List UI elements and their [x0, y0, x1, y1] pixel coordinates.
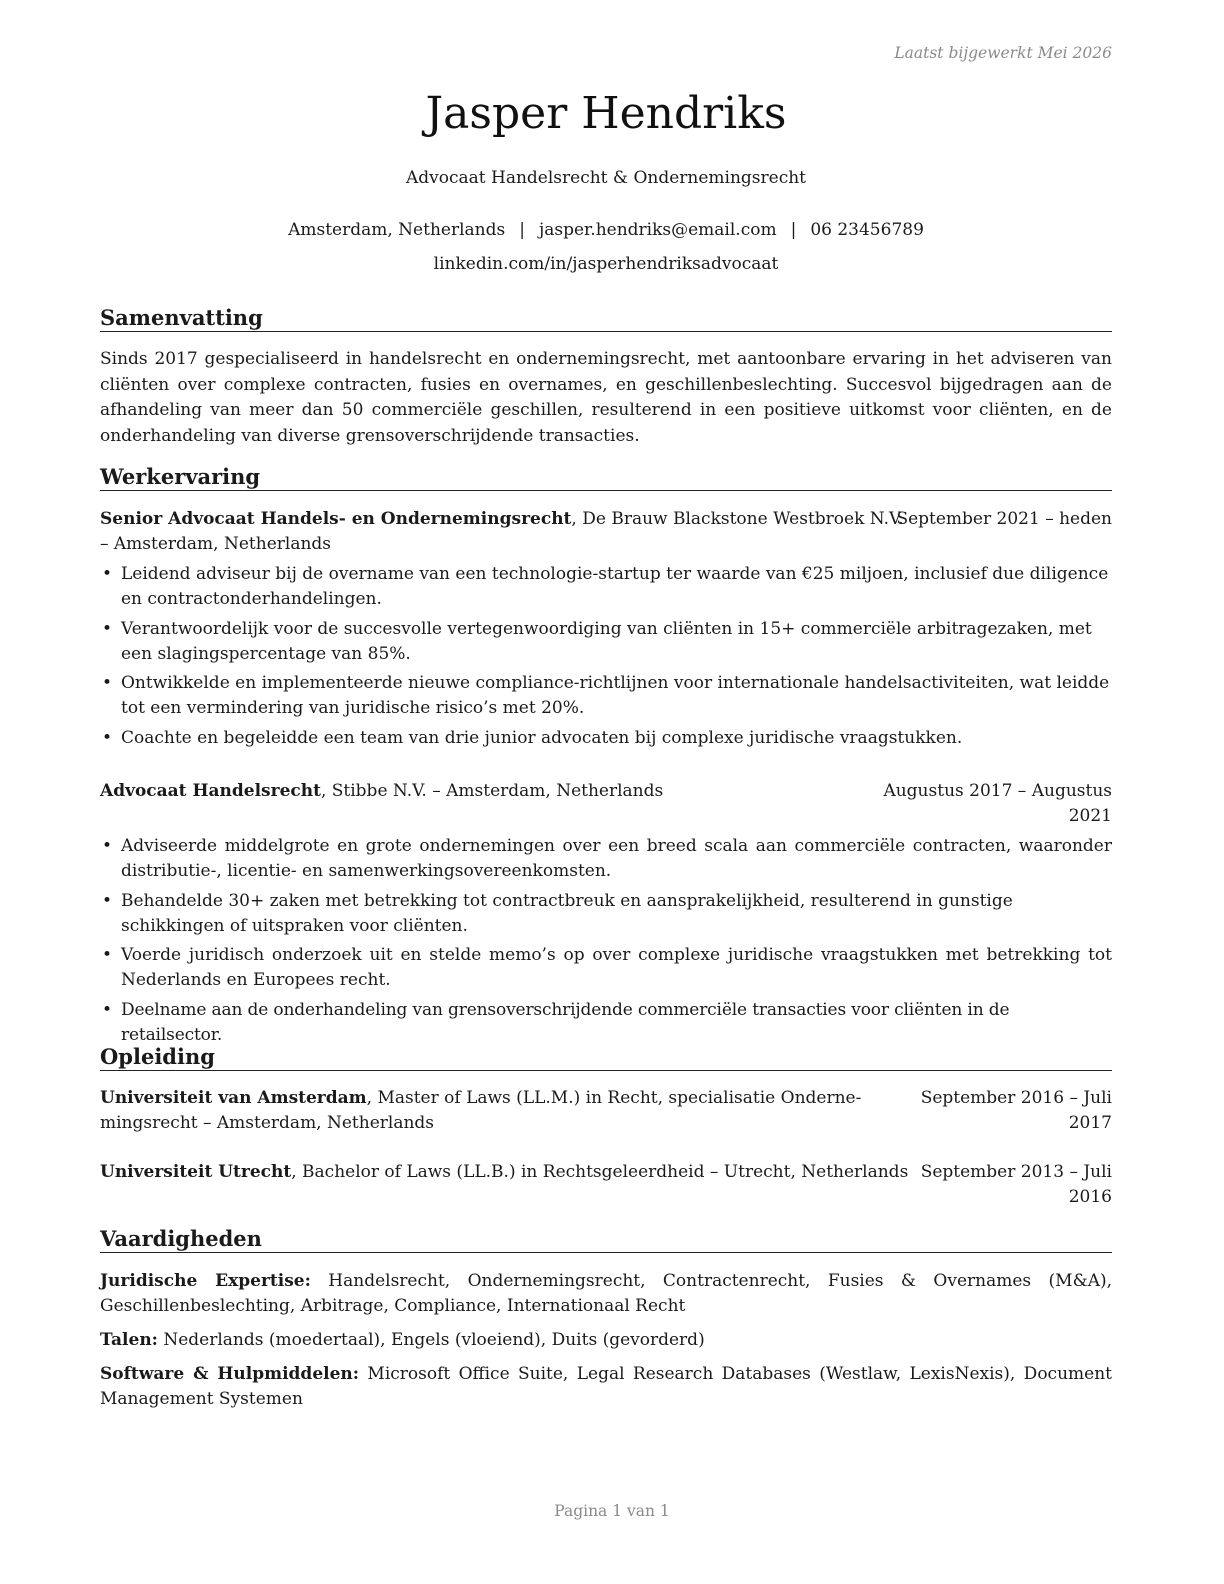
list-item: • Voerde juridisch onderzoek uit en stelde memo’s op over complexe juridische vraagstukken met betrekking tot Nederlands en Europees recht.	[102, 945, 1112, 990]
education-dates: September 2013 – Juli 2016	[920, 1162, 1112, 1207]
contact-email[interactable]: jasper.hendriks@email.com	[538, 220, 777, 240]
skill-line	[100, 1269, 1112, 1319]
bullet-icon: •	[102, 945, 113, 965]
section-title-summary: Samenvatting	[100, 306, 1112, 332]
education-item	[100, 1160, 1112, 1207]
school-name: Universiteit van Amsterdam	[100, 1088, 367, 1108]
degree-detail: , Master of Laws (LL.M.) in Recht, specialisatie Onderne-	[366, 1088, 862, 1108]
skill-label: Juridische Expertise:	[100, 1271, 311, 1291]
skill-label: Talen:	[100, 1330, 158, 1350]
skill-line	[100, 1362, 1112, 1412]
skill-line	[100, 1328, 1112, 1353]
job-bullets	[100, 834, 1112, 1052]
list-item: • Verantwoordelijk voor de succesvolle vertegenwoordiging van cliënten in 15+ commerciële arbitragezaken, met een slagingspercentage van 85%.	[102, 618, 1092, 664]
section-title-education: Opleiding	[100, 1045, 1112, 1071]
job-role: Advocaat Handelsrecht	[100, 781, 321, 801]
contact-line	[100, 220, 1112, 240]
skill-label: Software & Hulpmiddelen:	[100, 1364, 360, 1384]
job-location: – Amsterdam, Netherlands	[100, 534, 332, 554]
linkedin-link[interactable]: linkedin.com/in/jasperhendriksadvocaat	[433, 254, 779, 274]
school-name: Universiteit Utrecht	[100, 1162, 292, 1182]
education-item	[100, 1086, 1112, 1136]
candidate-name: Jasper Hendriks	[425, 88, 787, 139]
job-dates: Augustus 2017 – Augustus 2021	[883, 781, 1112, 826]
job-bullets	[100, 562, 1112, 755]
list-item: • Deelname aan de onderhandeling van grensoverschrijdende commerciële transacties voor cliënten in de retailsector.	[102, 999, 1010, 1045]
job-header	[100, 507, 1112, 557]
job-employer: , Stibbe N.V. – Amsterdam, Netherlands	[320, 781, 664, 801]
bullet-icon: •	[102, 890, 113, 911]
contact-separator: |	[519, 220, 525, 240]
degree-detail-cont: mingsrecht – Amsterdam, Netherlands	[100, 1113, 435, 1133]
degree-detail: , Bachelor of Laws (LL.B.) in Rechtsgeleerdheid – Utrecht, Netherlands	[291, 1162, 909, 1182]
section-title-experience: Werkervaring	[100, 465, 1112, 491]
skill-value: Nederlands (moedertaal), Engels (vloeiend), Duits (gevorderd)	[163, 1330, 705, 1350]
list-item: • Leidend adviseur bij de overname van een technologie-startup ter waarde van €25 miljoen, inclusief due diligence en contractonderhandelingen.	[102, 564, 1109, 609]
summary-text: Sinds 2017 gespecialiseerd in handelsrecht en ondernemingsrecht, met aantoonbare ervaring in het adviseren van cliënten over complexe contracten, fusies en overnames, en geschillenbeslechting. Succesvol bijgedragen aan de afhandeling van meer dan 50 commerciële geschillen, resulterend in een positieve uitkomst voor cliënten, en de onderhandeling van diverse grensoverschrijdende transacties.	[100, 349, 1112, 446]
list-item: • Adviseerde middelgrote en grote ondernemingen over een breed scala aan commerciële contracten, waaronder distributie-, licentie- en samenwerkingsovereenkomsten.	[102, 836, 1112, 881]
list-item: • Coachte en begeleidde een team van drie junior advocaten bij complexe juridische vraagstukken.	[100, 726, 1112, 751]
contact-separator: |	[790, 220, 797, 240]
bullet-icon: •	[102, 727, 113, 748]
bullet-icon: •	[102, 564, 113, 584]
bullet-icon: •	[102, 836, 113, 856]
page-number: Pagina 1 van 1	[554, 1502, 670, 1520]
bullet-icon: •	[102, 618, 113, 639]
job-header	[100, 779, 1112, 826]
education-dates: September 2016 – Juli 2017	[920, 1088, 1112, 1133]
job-role: Senior Advocaat Handels- en Ondernemingsrecht	[100, 509, 572, 529]
bullet-icon: •	[102, 673, 113, 693]
job-employer: , De Brauw Blackstone Westbroek N.V.	[571, 509, 904, 529]
contact-location: Amsterdam, Netherlands	[288, 220, 506, 240]
section-title-skills: Vaardigheden	[100, 1227, 1112, 1253]
last-updated: Laatst bijgewerkt Mei 2026	[894, 44, 1112, 62]
contact-phone: 06 23456789	[810, 220, 924, 240]
job-dates: September 2021 – heden	[896, 509, 1112, 529]
list-item: • Ontwikkelde en implementeerde nieuwe compliance-richtlijnen voor internationale handelsactiviteiten, wat leidde tot een vermindering van juridische risico’s met 20%.	[102, 673, 1110, 718]
list-item: • Behandelde 30+ zaken met betrekking tot contractbreuk en aansprakelijkheid, resulterend in gunstige schikkingen of uitspraken voor cliënten.	[102, 890, 1013, 936]
skill-value: Handelsrecht, Ondernemingsrecht, Contractenrecht, Fusies & Overnames (M&A), Geschillenbeslechting, Arbitrage, Compliance, Internationaal Recht	[100, 1271, 1113, 1316]
bullet-icon: •	[102, 999, 112, 1020]
skill-value: Microsoft Office Suite, Legal Research Databases (Westlaw, LexisNexis), Document Management Systemen	[100, 1364, 1112, 1409]
job-title: Advocaat Handelsrecht & Ondernemingsrecht	[405, 168, 807, 188]
